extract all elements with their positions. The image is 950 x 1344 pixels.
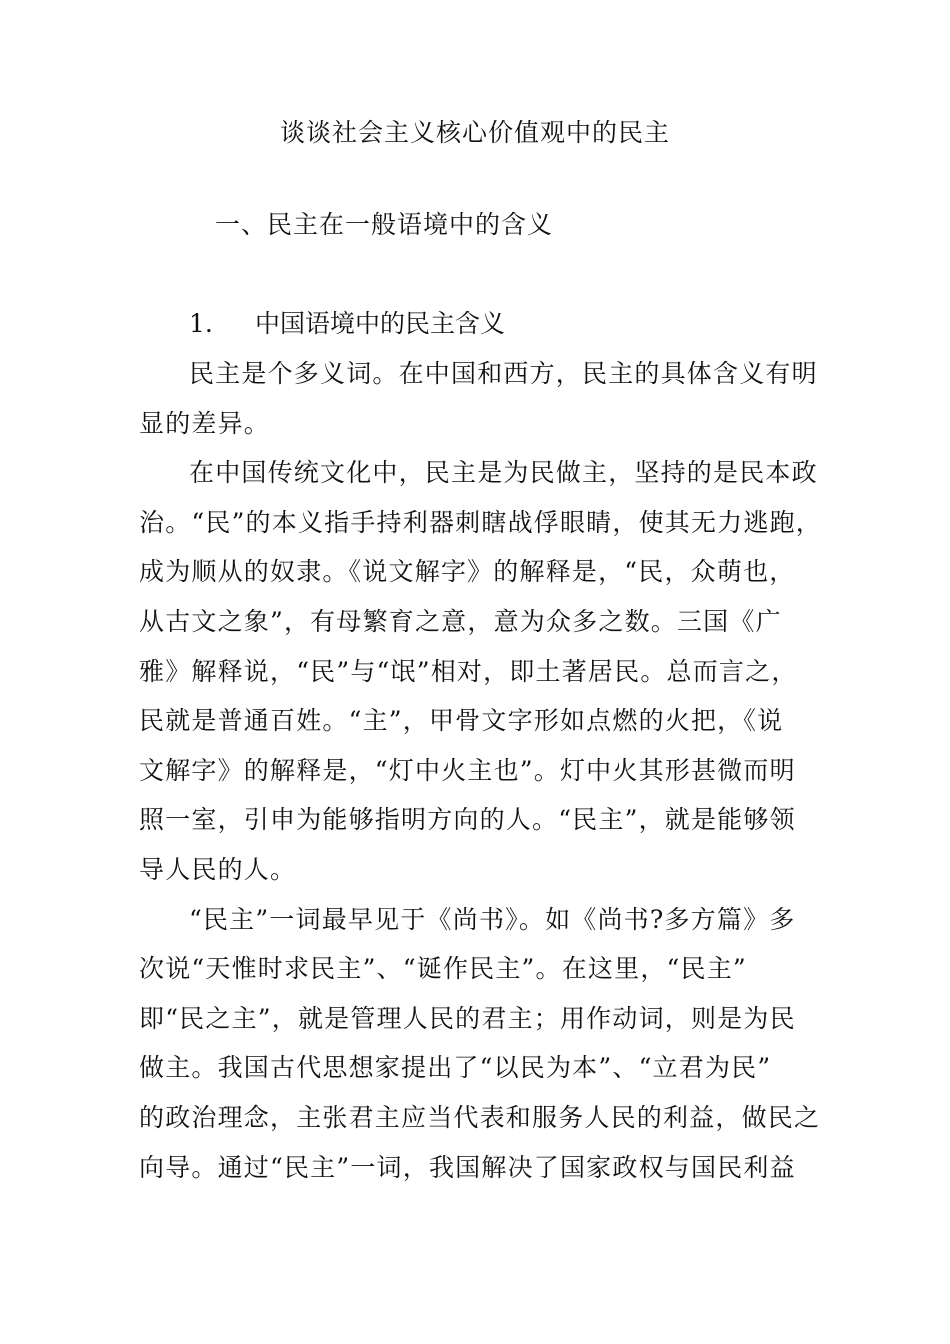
paragraph-line: “民主”一词最早见于《尚书》。如《尚书?多方篇》多 bbox=[189, 904, 796, 934]
document-title: 谈谈社会主义核心价值观中的民主 bbox=[279, 118, 670, 147]
paragraph-line: 民主是个多义词。在中国和西方，民主的具体含义有明 bbox=[189, 359, 818, 388]
paragraph-line: 从古文之象”，有母繁育之意，意为众多之数。三国《广 bbox=[139, 606, 782, 636]
paragraph-line: 治。“民”的本义指手持利器刺瞎战俘眼睛，使其无力逃跑， bbox=[139, 507, 822, 537]
paragraph-line: 民就是普通百姓。“主”，甲骨文字形如点燃的火把，《说 bbox=[139, 706, 784, 736]
body-text bbox=[139, 356, 829, 1199]
section-heading: 一、民主在一般语境中的含义 bbox=[215, 210, 554, 239]
paragraph-line: 成为顺从的奴隶。《说文解字》的解释是，“民，众萌也， bbox=[139, 557, 796, 587]
paragraph-line: 照一室，引申为能够指明方向的人。“民主”，就是能够领 bbox=[139, 805, 796, 835]
paragraph-line: 文解字》的解释是，“灯中火主也”。灯中火其形甚微而明 bbox=[139, 755, 796, 785]
paragraph-line: 在中国传统文化中，民主是为民做主，坚持的是民本政 bbox=[189, 458, 818, 488]
paragraph-line: 即“民之主”，就是管理人民的君主；用作动词，则是为民 bbox=[139, 1003, 796, 1033]
sub-heading bbox=[189, 306, 505, 342]
paragraph-line: 雅》解释说，“民”与“氓”相对，即土著居民。总而言之， bbox=[139, 656, 798, 686]
paragraph-line: 显的差异。 bbox=[139, 408, 271, 438]
sub-heading-number: 1. bbox=[189, 309, 213, 338]
sub-heading-text: 中国语境中的民主含义 bbox=[255, 309, 506, 338]
paragraph-line: 的政治理念，主张君主应当代表和服务人民的利益，做民之 bbox=[139, 1102, 821, 1132]
paragraph-line: 向导。通过“民主”一词，我国解决了国家政权与国民利益 bbox=[139, 1152, 796, 1182]
paragraph-line: 次说“天惟时求民主”、“诞作民主”。在这里，“民主” bbox=[139, 954, 747, 984]
paragraph-line: 做主。我国古代思想家提出了“以民为本”、“立君为民” bbox=[139, 1053, 772, 1083]
paragraph-line: 导人民的人。 bbox=[139, 854, 297, 884]
